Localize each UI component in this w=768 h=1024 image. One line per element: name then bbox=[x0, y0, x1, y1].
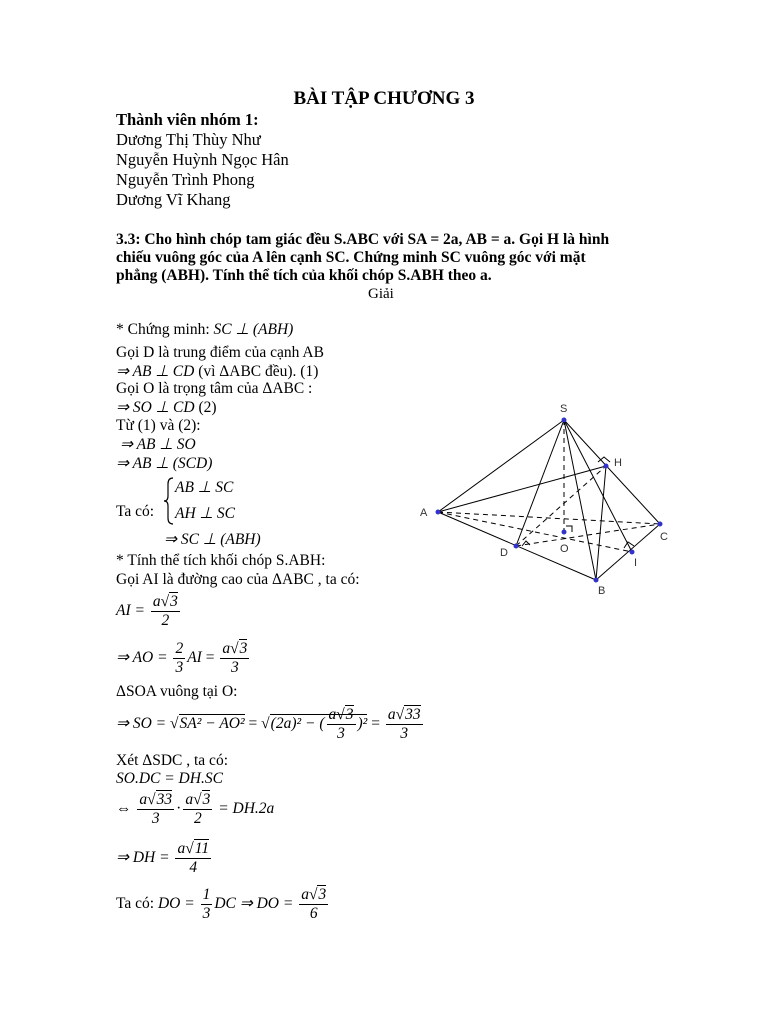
solution-line: ΔSOA vuông tại O: bbox=[116, 683, 238, 700]
member-name: Dương Thị Thùy Như bbox=[116, 130, 261, 149]
label-c: C bbox=[660, 531, 668, 543]
label-a: A bbox=[420, 507, 428, 519]
solution-line: Gọi D là trung điểm của cạnh AB bbox=[116, 344, 324, 361]
figure-points bbox=[436, 418, 663, 583]
proof-goal: SC ⊥ (ABH) bbox=[213, 321, 294, 338]
solution-line: ⇒ SC ⊥ (ABH) bbox=[164, 531, 261, 548]
member-name: Dương Vĩ Khang bbox=[116, 190, 231, 209]
page-title: BÀI TẬP CHƯƠNG 3 bbox=[293, 88, 475, 109]
formula-so: ⇒ SO = √SA² − AO² = √(2a)² − ( $\frac{a√3}{3}$ )² = $\frac{a√33}{3}$ bbox=[116, 706, 421, 742]
solution-line: ⇒ SO ⊥ CD (2) bbox=[116, 399, 217, 416]
members-heading: Thành viên nhóm 1: bbox=[116, 110, 259, 129]
solution-line: Gọi AI là đường cao của ΔABC , ta có: bbox=[116, 571, 360, 588]
system-eq: AH ⊥ SC bbox=[175, 505, 236, 522]
label-h: H bbox=[614, 457, 622, 469]
problem-line: chiếu vuông góc của A lên cạnh SC. Chứng minh SC vuông góc với mặt bbox=[116, 249, 586, 266]
label-b: B bbox=[598, 585, 606, 597]
brace-icon bbox=[163, 476, 175, 526]
member-name: Nguyễn Trình Phong bbox=[116, 170, 255, 189]
label-d: D bbox=[500, 547, 508, 559]
formula-equiv: ⇔ $\frac{a√33}{3}$ · $\frac{a√3}{2}$ = DH.2a bbox=[116, 791, 275, 827]
label-i: I bbox=[634, 557, 638, 569]
proof-intro: * Chứng minh: SC ⊥ (ABH) bbox=[116, 321, 294, 338]
solution-line: ⇒ AB ⊥ SO bbox=[120, 436, 196, 453]
member-name: Nguyễn Huỳnh Ngọc Hân bbox=[116, 150, 289, 169]
solution-line: Từ (1) và (2): bbox=[116, 417, 201, 434]
formula-ai: AI = $\frac{a√3}{2}$ bbox=[116, 593, 178, 629]
problem-line: 3.3: Cho hình chóp tam giác đều S.ABC với SA = 2a, AB = a. Gọi H là hình bbox=[116, 231, 610, 248]
solution-line: * Tính thể tích khối chóp S.ABH: bbox=[116, 552, 326, 569]
formula-do: Ta có: DO = $\frac{1}{3}$ DC ⇒ DO = $\frac{a√3}{6}$ bbox=[116, 886, 327, 922]
solution-line: SO.DC = DH.SC bbox=[116, 770, 223, 787]
formula-ao: ⇒ AO = $\frac{2}{3}$ AI = $\frac{a√3}{3}$ bbox=[116, 640, 248, 676]
solution-line: ⇒ AB ⊥ CD (vì ΔABC đều). (1) bbox=[116, 363, 319, 380]
label-o: O bbox=[560, 543, 569, 555]
label-s: S bbox=[560, 403, 568, 415]
formula-dh: ⇒ DH = $\frac{a√11}{4}$ bbox=[116, 840, 210, 876]
system-eq: AB ⊥ SC bbox=[175, 479, 234, 496]
solution-line: ⇒ AB ⊥ (SCD) bbox=[116, 455, 213, 472]
taco-label: Ta có: bbox=[116, 503, 155, 520]
problem-line: phẳng (ABH). Tính thể tích của khối chóp S.ABH theo a. bbox=[116, 267, 492, 284]
solution-line: Xét ΔSDC , ta có: bbox=[116, 752, 228, 769]
pyramid-figure bbox=[400, 396, 668, 602]
solution-label: Giải bbox=[368, 286, 394, 302]
solution-line: Gọi O là trọng tâm của ΔABC : bbox=[116, 380, 313, 397]
